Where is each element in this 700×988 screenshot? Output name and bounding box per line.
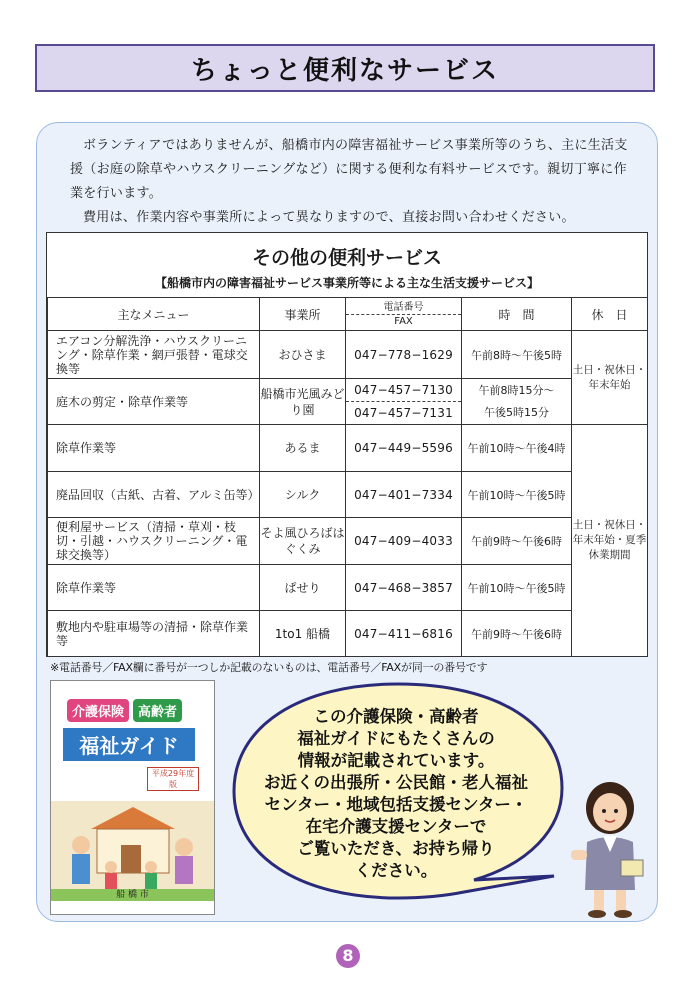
- row-tel-fax: [346, 379, 462, 425]
- intro-paragraph-2: 費用は、作業内容や事業所によって異なりますので、直接お問い合わせください。: [83, 210, 575, 225]
- row-time: 午前10時〜午後5時: [462, 565, 572, 611]
- row-menu: 敷地内や駐車場等の清掃・除草作業等: [48, 611, 260, 657]
- header-holiday: 休 日: [572, 298, 648, 331]
- header-fax: FAX: [346, 314, 461, 328]
- bubble-line: この介護保険・高齢者: [313, 707, 479, 726]
- guide-edition: 平成29年度版: [147, 767, 199, 791]
- row-tel: 047−468−3857: [346, 565, 462, 611]
- header-time: 時 間: [462, 298, 572, 331]
- row-menu: 除草作業等: [48, 565, 260, 611]
- table-row: [48, 518, 648, 565]
- guide-tag-kaigo: 介護保険: [67, 699, 129, 722]
- table-header-row: [48, 298, 648, 331]
- row-business: おひさま: [260, 331, 346, 379]
- services-table-box: [46, 232, 648, 657]
- page-number-badge: 8: [336, 944, 360, 968]
- row-time: 午前9時〜午後6時: [462, 518, 572, 565]
- intro-text: [70, 134, 630, 230]
- bubble-line: 福祉ガイドにもたくさんの: [297, 729, 495, 748]
- row-time: [462, 379, 572, 425]
- row-tel: 047−409−4033: [346, 518, 462, 565]
- row-time-start: 午前8時15分〜: [478, 383, 555, 397]
- bubble-line: ください。: [354, 861, 438, 880]
- bubble-line: センター・地域包括支援センター・: [264, 795, 528, 814]
- row-menu: 庭木の剪定・除草作業等: [48, 379, 260, 425]
- bubble-line: お近くの出張所・公民館・老人福祉: [264, 773, 528, 792]
- row-menu: 除草作業等: [48, 425, 260, 472]
- bubble-text: [246, 706, 546, 882]
- table-row: [48, 565, 648, 611]
- row-time: 午前8時〜午後5時: [462, 331, 572, 379]
- row-time: 午前9時〜午後6時: [462, 611, 572, 657]
- page-title-bar: [35, 44, 655, 92]
- row-menu: 廃品回収（古紙、古着、アルミ缶等）: [48, 472, 260, 518]
- row-menu: エアコン分解洗浄・ハウスクリーニング・除草作業・網戸張替・電球交換等: [48, 331, 260, 379]
- guide-tag-koreisha: 高齢者: [133, 699, 182, 722]
- services-title: その他の便利サービス: [251, 247, 442, 269]
- header-menu: 主なメニュー: [48, 298, 260, 331]
- bubble-line: ご覧いただき、お持ち帰り: [297, 839, 495, 858]
- table-row: [48, 425, 648, 472]
- services-table: [47, 297, 648, 657]
- table-row: [48, 472, 648, 518]
- guide-title: 福祉ガイド: [63, 728, 195, 761]
- row-fax: 047−457−7131: [346, 401, 461, 424]
- row-time-end: 午後5時15分: [484, 405, 549, 419]
- services-subtitle: 【船橋市内の障害福祉サービス事業所等による主な生活支援サービス】: [154, 276, 539, 290]
- services-header: [47, 233, 647, 298]
- row-business: シルク: [260, 472, 346, 518]
- row-tel: 047−778−1629: [346, 331, 462, 379]
- table-row: [48, 611, 648, 657]
- bubble-line: 在宅介護支援センターで: [305, 817, 487, 836]
- table-row: [48, 331, 648, 379]
- row-tel: 047−411−6816: [346, 611, 462, 657]
- guide-tags: [51, 681, 214, 722]
- header-tel: 電話番号: [383, 301, 424, 313]
- table-row: [48, 379, 648, 425]
- row-business: 1to1 船橋: [260, 611, 346, 657]
- header-tel-fax: [346, 298, 462, 331]
- table-footnote: ※電話番号／FAX欄に番号が一つしか記載のないものは、電話番号／FAXが同一の番号です: [50, 661, 488, 674]
- row-business: そよ風ひろばはぐくみ: [260, 518, 346, 565]
- row-business: あるま: [260, 425, 346, 472]
- holiday-group-a: 土日・祝休日・年末年始: [572, 331, 648, 425]
- row-tel: 047−449−5596: [346, 425, 462, 472]
- holiday-group-b: 土日・祝休日・年末年始・夏季休業期間: [572, 425, 648, 657]
- page-title: ちょっと便利なサービス: [190, 55, 499, 86]
- row-business: 船橋市光風みどり園: [260, 379, 346, 425]
- staff-woman-illustration: [565, 780, 655, 920]
- row-menu: 便利屋サービス（清掃・草刈・枝切・引越・ハウスクリーニング・電球交換等）: [48, 518, 260, 565]
- row-business: ぱせり: [260, 565, 346, 611]
- header-business: 事業所: [260, 298, 346, 331]
- family-illustration: [51, 801, 214, 901]
- row-time: 午前10時〜午後4時: [462, 425, 572, 472]
- row-tel: 047−401−7334: [346, 472, 462, 518]
- bubble-line: 情報が記載されています。: [297, 751, 495, 770]
- row-time: 午前10時〜午後5時: [462, 472, 572, 518]
- guide-publisher: 船 橋 市: [116, 890, 149, 900]
- row-tel: 047−457−7130: [354, 383, 453, 397]
- welfare-guide-cover: [50, 680, 215, 915]
- intro-paragraph-1: ボランティアではありませんが、船橋市内の障害福祉サービス事業所等のうち、主に生活支援（お庭の除草やハウスクリーニングなど）に関する便利な有料サービスです。親切丁寧に作業を行います。: [70, 138, 628, 201]
